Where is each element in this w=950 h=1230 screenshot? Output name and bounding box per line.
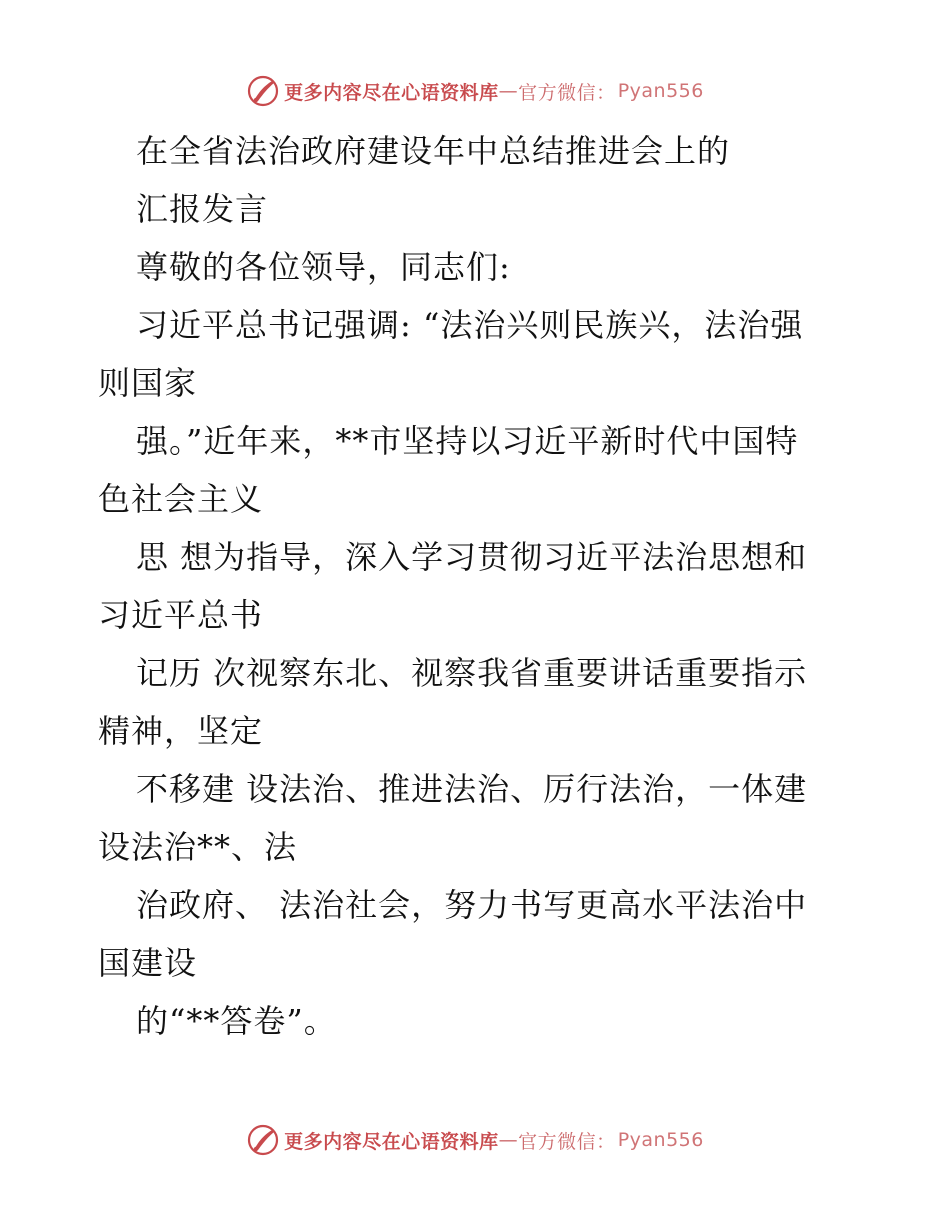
text-line: 习近平总书 [98, 596, 264, 634]
text-line: 记历 次视察东北、视察我省重要讲话重要指示 [136, 654, 808, 692]
text-line: 汇报发言 [136, 190, 269, 228]
document-body [98, 122, 858, 1050]
watermark-separator: — [498, 80, 519, 102]
footer-watermark [0, 1120, 950, 1160]
text-line: 强。”近年来，**市坚持以习近平新时代中国特 [136, 422, 799, 460]
text-line: 设法治**、法 [98, 828, 298, 866]
text-line: 的“**答卷”。 [136, 1002, 337, 1040]
text-line: 精神，坚定 [98, 712, 264, 750]
text-line: 不移建 设法治、推进法治、厉行法治，一体建 [136, 770, 808, 808]
watermark-label: 官方微信： [518, 1130, 616, 1153]
text-line: 国建设 [98, 944, 198, 982]
text-line: 尊敬的各位领导，同志们: [136, 248, 511, 286]
watermark-brand: 更多内容尽在心语资料库 [284, 1130, 499, 1153]
text-line: 色社会主义 [98, 480, 264, 518]
watermark-wechat-id: Pyan556 [617, 1129, 704, 1151]
brush-logo-icon [246, 1123, 280, 1157]
watermark-brand: 更多内容尽在心语资料库 [284, 81, 499, 104]
text-line: 治政府、 法治社会，努力书写更高水平法治中 [136, 886, 808, 924]
text-line: 在全省法治政府建设年中总结推进会上的 [136, 132, 731, 170]
text-line: 则国家 [98, 364, 198, 402]
watermark-separator: — [498, 1129, 519, 1151]
watermark-label: 官方微信： [518, 81, 616, 104]
text-line: 思 想为指导，深入学习贯彻习近平法治思想和 [136, 538, 808, 576]
watermark-wechat-id: Pyan556 [617, 80, 704, 102]
header-watermark [0, 71, 950, 111]
text-line: 习近平总书记强调: “法治兴则民族兴，法治强 [136, 306, 804, 344]
brush-logo-icon [246, 74, 280, 108]
